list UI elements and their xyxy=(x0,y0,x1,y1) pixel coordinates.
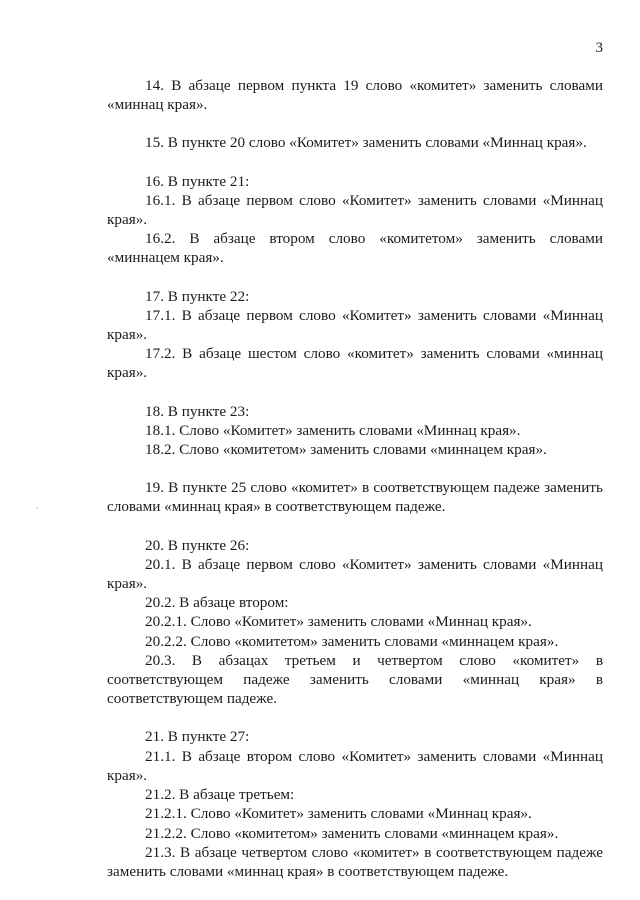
paragraph: 19. В пункте 25 слово «комитет» в соответствующем падеже заменить словами «миннац края» в соответствующем падеже. xyxy=(107,479,603,516)
amendment-20 xyxy=(107,536,603,709)
paragraph: 20. В пункте 26: xyxy=(145,536,250,554)
paragraph: 21.2.1. Слово «Комитет» заменить словами «Миннац края». xyxy=(145,805,532,823)
paragraph: 18. В пункте 23: xyxy=(145,402,250,420)
document-body xyxy=(107,76,603,900)
paragraph: 21. В пункте 27: xyxy=(145,728,250,746)
paragraph: 20.3. В абзацах третьем и четвертом слово «комитет» в соответствующем падеже заменить словами «миннац края» в соответствующем падеже. xyxy=(107,651,603,708)
paragraph: 21.2.2. Слово «комитетом» заменить словами «миннацем края». xyxy=(145,824,559,842)
paragraph: 21.1. В абзаце втором слово «Комитет» заменить словами «Миннац края». xyxy=(107,747,603,784)
paragraph: 20.2.1. Слово «Комитет» заменить словами «Миннац края». xyxy=(145,613,532,631)
scan-speck xyxy=(36,507,38,509)
paragraph: 15. В пункте 20 слово «Комитет» заменить словами «Миннац края». xyxy=(145,134,587,152)
paragraph: 14. В абзаце первом пункта 19 слово «комитет» заменить словами «миннац края». xyxy=(107,77,603,114)
paragraph: 20.1. В абзаце первом слово «Комитет» заменить словами «Миннац края». xyxy=(107,555,603,593)
amendment-19 xyxy=(107,478,603,516)
paragraph: 16.1. В абзаце первом слово «Комитет» заменить словами «Миннац края». xyxy=(107,191,603,229)
paragraph: 21.3. В абзаце четвертом слово «комитет» в соответствующем падеже заменить словами «миннац края» в соответствующем падеже. xyxy=(107,843,603,880)
amendment-17 xyxy=(107,287,603,383)
paragraph: 18.2. Слово «комитетом» заменить словами «миннацем края». xyxy=(145,441,547,459)
amendment-18 xyxy=(107,402,603,460)
page-number: 3 xyxy=(595,40,603,56)
paragraph: 18.1. Слово «Комитет» заменить словами «Миннац края». xyxy=(145,421,521,439)
amendment-15 xyxy=(107,133,603,152)
paragraph: 21.2. В абзаце третьем: xyxy=(145,786,295,804)
paragraph: 17.1. В абзаце первом слово «Комитет» заменить словами «Миннац края». xyxy=(107,306,603,344)
paragraph: 17. В пункте 22: xyxy=(145,287,250,305)
amendment-14 xyxy=(107,76,603,114)
paragraph: 17.2. В абзаце шестом слово «комитет» заменить словами «миннац края». xyxy=(107,345,603,382)
paragraph: 16. В пункте 21: xyxy=(145,172,250,190)
amendment-21 xyxy=(107,727,603,881)
paragraph: 16.2. В абзаце втором слово «комитетом» заменить словами «миннацем края». xyxy=(107,230,603,267)
paragraph: 20.2.2. Слово «комитетом» заменить словами «миннацем края». xyxy=(145,632,559,650)
paragraph: 20.2. В абзаце втором: xyxy=(145,594,289,612)
amendment-16 xyxy=(107,172,603,268)
